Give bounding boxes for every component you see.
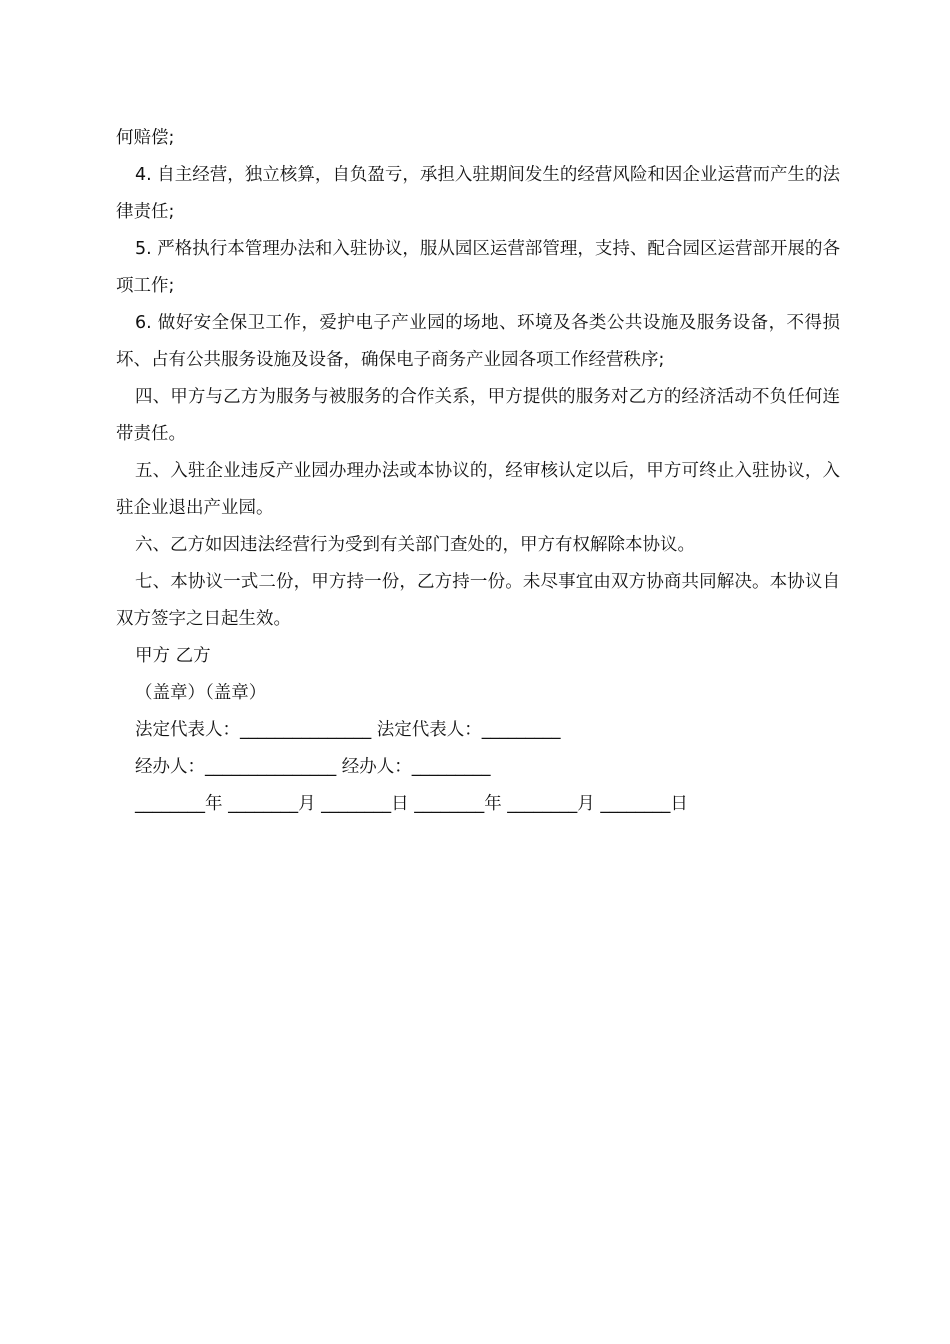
article-4: 四、甲方与乙方为服务与被服务的合作关系，甲方提供的服务对乙方的经济活动不负任何连带责任。 — [116, 387, 840, 444]
article-7: 七、本协议一式二份，甲方持一份，乙方持一份。未尽事宜由双方协商共同解决。本协议自双方签字之日起生效。 — [116, 572, 840, 629]
signature-dates: ________年 ________月 ________日 ________年 ________月 ________日 — [135, 794, 688, 814]
signature-legal-representative: 法定代表人：_______________ 法定代表人：_________ — [135, 720, 561, 740]
signature-handler: 经办人：_______________ 经办人：_________ — [135, 757, 491, 777]
article-5: 五、入驻企业违反产业园办理办法或本协议的，经审核认定以后，甲方可终止入驻协议，入驻企业退出产业园。 — [116, 461, 840, 518]
clause-continuation: 何赔偿; — [116, 128, 175, 148]
article-6: 六、乙方如因违法经营行为受到有关部门查处的，甲方有权解除本协议。 — [135, 535, 695, 555]
signature-block — [116, 638, 840, 823]
clause-4: 4. 自主经营，独立核算，自负盈亏，承担入驻期间发生的经营风险和因企业运营而产生的法律责任; — [116, 165, 840, 222]
document-body — [116, 120, 840, 823]
clause-5: 5. 严格执行本管理办法和入驻协议，服从园区运营部管理，支持、配合园区运营部开展的各项工作; — [116, 239, 840, 296]
signature-seals: （盖章）（盖章） — [135, 683, 267, 703]
signature-parties: 甲方 乙方 — [135, 646, 211, 666]
clause-6: 6. 做好安全保卫工作，爱护电子产业园的场地、环境及各类公共设施及服务设备，不得损坏、占有公共服务设施及设备，确保电子商务产业园各项工作经营秩序; — [116, 313, 840, 370]
